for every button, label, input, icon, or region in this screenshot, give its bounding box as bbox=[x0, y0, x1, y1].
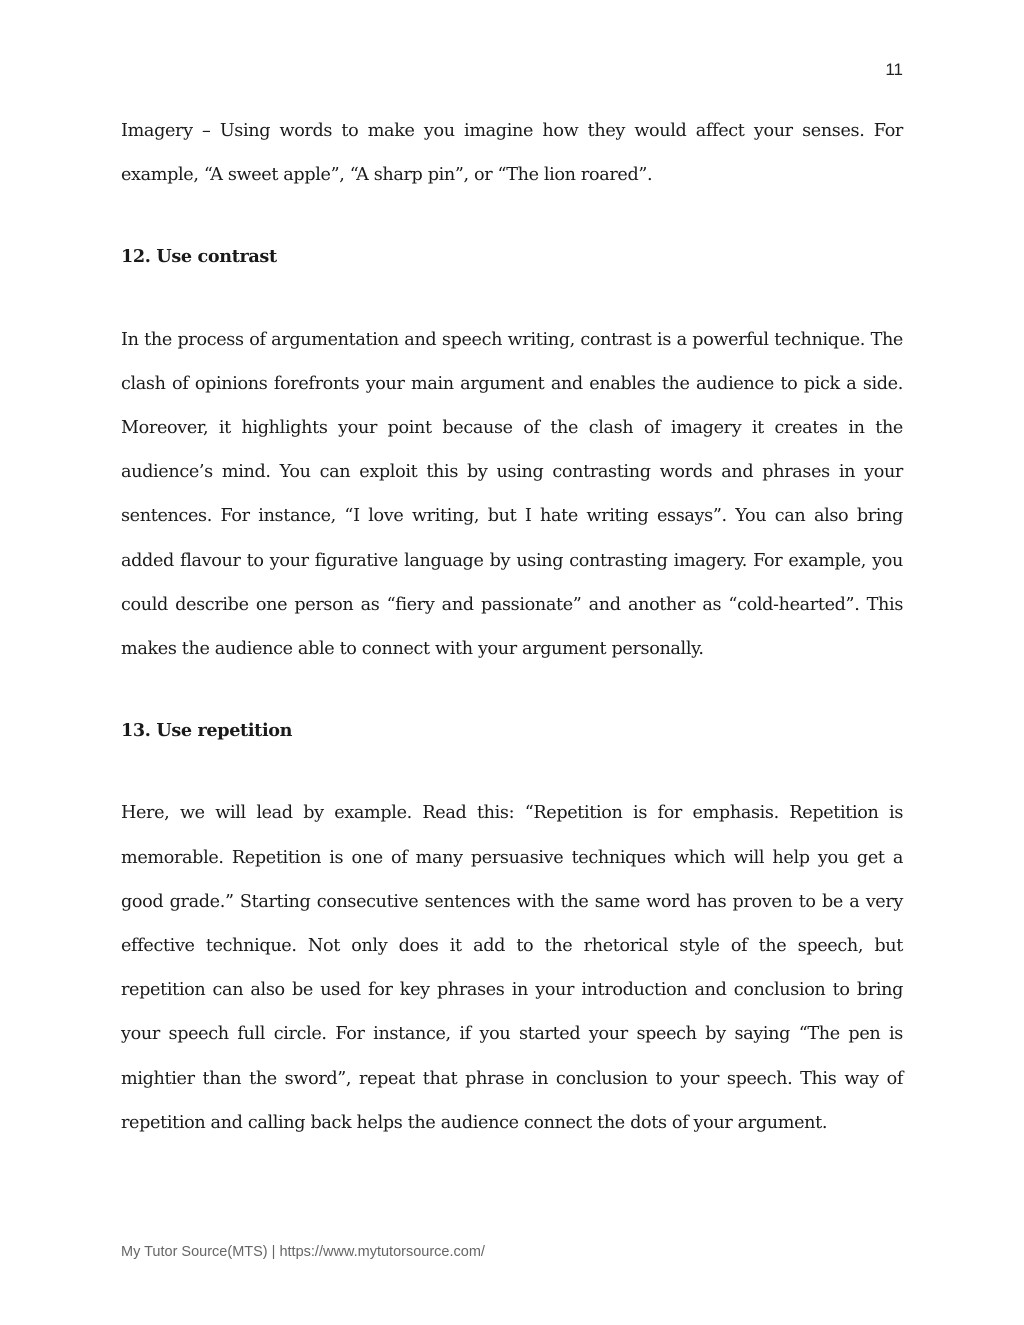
imagery-paragraph: Imagery – Using words to make you imagine how they would affect your senses. For example, “A sweet apple”, “A sharp pin”, or “The lion roared”. bbox=[121, 121, 903, 186]
heading-use-contrast: 12. Use contrast bbox=[121, 246, 277, 268]
repetition-paragraph: Here, we will lead by example. Read this: “Repetition is for emphasis. Repetition is memorable. Repetition is one of many persuasive techniques which will help you get a good grade.” Starting consecutive sentences with the same word has proven to be a very effective technique. Not only does it add to the rhetorical style of the speech, but repetition can also be used for key phrases in your introduction and conclusion to bring your speech full circle. For instance, if you started your speech by saying “The pen is mightier than the sword”, repeat that phrase in conclusion to your speech. This way of repetition and calling back helps the audience connect the dots of your argument. bbox=[121, 803, 903, 1133]
contrast-paragraph: In the process of argumentation and speech writing, contrast is a powerful technique. The clash of opinions forefronts your main argument and enables the audience to pick a side. Moreover, it highlights your point because of the clash of imagery it creates in the audience’s mind. You can exploit this by using contrasting words and phrases in your sentences. For instance, “I love writing, but I hate writing essays”. You can also bring added flavour to your figurative language by using contrasting imagery. For example, you could describe one person as “fiery and passionate” and another as “cold-hearted”. This makes the audience able to connect with your argument personally. bbox=[121, 329, 903, 660]
document-body bbox=[121, 109, 903, 1145]
heading-use-repetition: 13. Use repetition bbox=[121, 720, 293, 742]
page-footer: My Tutor Source(MTS) | https://www.mytutorsource.com/ bbox=[121, 1244, 485, 1260]
page-number: 11 bbox=[885, 60, 903, 79]
